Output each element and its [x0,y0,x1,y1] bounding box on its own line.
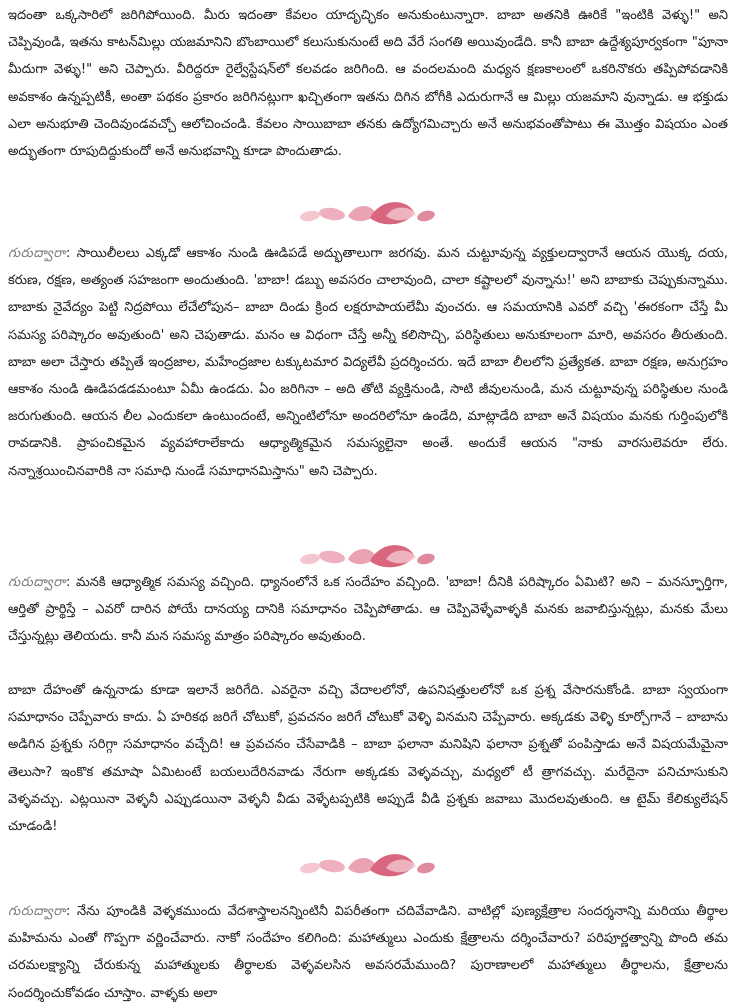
paragraph-1 [8,2,728,165]
paragraph-4 [8,677,728,840]
paragraph-text: : మనకి ఆధ్యాత్మిక సమస్య వచ్చింది. ధ్యానంలోనే ఒక సందేహం వచ్చింది. 'బాబా! దీనికి పరిష్కారం ఏమిటి? అని – మనస్ఫూర్తిగా, ఆర్తితో ప్రార్థిస్తే – ఎవరో దారిన పోయే దానయ్య దానికి సమాధానం చెప్పిపోతాడు. ఆ చెప్పివెళ్ళేవాళ్ళకి మనకు జవాబిస్తున్నట్లు, మనకు మేలు చేస్తున్నట్లు తెలియదు. కానీ మన సమస్య మాత్రం పరిష్కారం అవుతుంది. [8,575,728,645]
paragraph-text: : నేను పూండికి వెళ్ళకముందు వేదశాస్త్రాలనన్నింటినీ విపరీతంగా చదివేవాడిని. వాటిల్లో పుణ్యక్షేత్రాల సందర్శనాన్ని మరియు తీర్థాల మహిమను ఎంతో గొప్పగా వర్ణించేవారు. నాకో సందేహం కలిగింది: మహాత్ములు ఎందుకు క్షేత్రాలను దర్శించేవారు? పరిపూర్ణత్వాన్ని పొంది తమ చరమలక్ష్యాన్ని చేరుకున్న మహాత్ములకు తీర్థాలకు వెళ్ళవలసిన అవసరమేముంది? పురాణాలలో మహాత్ములు తీర్థాలను, క్షేత్రాలను సందర్శించుకోవడం చూస్తాం. వాళ్ళకు అలా [8,904,728,1001]
paragraph-text: బాబా దేహంతో ఉన్ననాడు కూడా ఇలానే జరిగేది. ఎవరైనా వచ్చి వేదాలలోనో, ఉపనిషత్తులలోనో ఒక ప్రశ్న వేసారనుకోండి. బాబా స్వయంగా సమాధానం చెప్పేవారు కాదు. ఏ హరికథ జరిగే చోటుకో, ప్రవచనం జరిగే చోటుకో వెళ్ళి వినమని చెప్పేవారు. అక్కడకు వెళ్ళి కూర్చోగానే – బాబాను అడిగిన ప్రశ్నకు సరిగ్గా సమాధానం వచ్చేది! ఆ ప్రవచనం చేసేవాడికి – బాబా ఫలానా మనిషిని ఫలానా ప్రశ్నతో పంపిస్తాడు అనే విషయమేమైనా తెలుసా? ఇంకొక తమాషా ఏమిటంటే బయలుదేరినవాడు నేరుగా అక్కడకు వెళ్ళవచ్చు, మధ్యలో టీ త్రాగవచ్చు. మరేదైనా పనిచూసుకుని వెళ్ళవచ్చు. ఎట్లయినా వెళ్ళనీ ఎప్పుడయినా వెళ్ళనీ వీడు వెళ్ళేటప్పటికి అప్పుడే వీడి ప్రశ్నకు జవాబు మొదలవుతుంది. ఆ టైమ్ కేలిక్యులేషన్ చూడండి! [8,683,728,835]
paragraph-text: : సాయిలీలలు ఎక్కడో ఆకాశం నుండి ఊడిపడే అద్భుతాలుగా జరగవు. మన చుట్టూవున్న వ్యక్తులద్వారానే ఆయన యొక్క దయ, కరుణ, రక్షణ, అత్యంత సహజంగా అందుతుంది. 'బాబా! డబ్బు అవసరం చాలావుంది, చాలా కష్టాలలో వున్నాను!' అని బాబాకు చెప్పుకున్నాము. బాబాకు నైవేద్యం పెట్టి నిద్రపోయి లేచేలోపున– బాబా దిండు క్రింద లక్షరూపాయలేమీ వుంచరు. ఆ సమయానికి ఎవరో వచ్చి 'ఈరకంగా చేస్తే మీ సమస్య పరిష్కారం అవుతుంది' అని చెపుతాడు. మనం ఆ విధంగా చేస్తే అన్నీ కలిసొచ్చి, పరిస్థితులు అనుకూలంగా మారి, అవసరం తీరుతుంది. బాబా అలా చేస్తారు తప్పితే ఇంద్రజాల, మహేంద్రజాల టక్కుటమార విద్యలేవీ ప్రదర్శించరు. ఇదే బాబా లీలలోని ప్రత్యేకత. బాబా రక్షణ, అనుగ్రహం ఆకాశం నుండి ఊడిపడడమంటూ ఏమీ ఉండదు. ఏం జరిగినా – అది తోటి వ్యక్తినుండి, సాటి జీవులనుండి, మన చుట్టూవున్న పరిస్థితుల నుండి జరుగుతుంది. ఆయన లీల ఎందుకలా ఉంటుందంటే, అన్నింటిలోనూ అందరిలోనూ ఉండేది, మాట్లాడేది బాబా అనే విషయం మనకు గుర్తింపులోకి రావడానికి. ప్రాపంచికమైన వ్యవహారాలేకాదు ఆధ్యాత్మికమైన సమస్యలైనా అంతే. అందుకే ఆయన "నాకు వారసులెవరూ లేరు. నన్నాశ్రయించినవారికి నా సమాధి నుండే సమాధానమిస్తాను" అని చెప్పారు. [8,246,728,479]
speaker-label: గురుద్వారా [8,246,66,261]
speaker-label: గురుద్వారా [8,904,66,919]
paragraph-5 [8,898,728,1007]
speaker-label: గురుద్వారా [8,575,66,590]
paragraph-3 [8,569,728,651]
petal-divider-1 [290,194,440,234]
petal-divider-3 [290,846,440,886]
paragraph-text: ఇదంతా ఒక్కసారిలో జరిగిపోయింది. మీరు ఇదంతా కేవలం యాదృచ్ఛికం అనుకుంటున్నారా. బాబా అతనికి ఊరికే "ఇంటికి వెళ్ళు!" అని చెప్పివుండి, ఇతను కాటన్‌మిల్లు యజమానిని బొంబాయిలో కలుసుకునుంటే అది వేరే సంగతి అయివుండేది. కానీ బాబా ఉద్దేశ్యపూర్వకంగా "పూనా మీదుగా వెళ్ళు!" అని చెప్పారు. వీరిద్దరూ రైల్వేస్టేషన్‌లో కలవడం జరిగింది. ఆ వందలమంది మధ్యన క్షణకాలంలో ఒకరినొకరు తప్పిపోవడానికి అవకాశం ఉన్నప్పటికీ, అంతా పథకం ప్రకారం జరిగినట్లుగా ఖచ్చితంగా ఇతను దిగిన బోగీకి ఎదురుగానే ఆ మిల్లు యజమాని వున్నాడు. ఆ భక్తుడు ఎలా అనుభూతి చెందివుండవచ్చో ఆలోచించండి. కేవలం సాయిబాబా తనకు ఉద్యోగమిచ్చారు అనే అనుభవంతోపాటు ఈ మొత్తం విషయం ఎంత అద్భుతంగా రూపుదిద్దుకుందో అనే అనుభవాన్ని కూడా పొందుతాడు. [8,8,728,160]
paragraph-2 [8,240,728,485]
